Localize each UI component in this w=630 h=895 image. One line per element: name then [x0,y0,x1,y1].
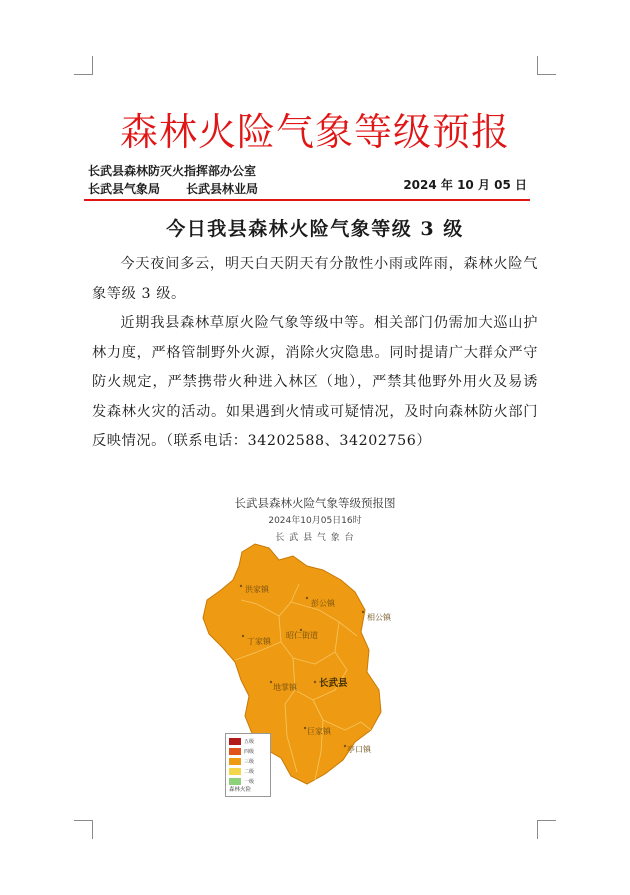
map-source: 长 武 县 气 象 台 [275,533,355,543]
town-label-xianggong: 相公镇 [367,613,391,622]
issuer-agency-forestry: 长武县林业局 [186,182,259,196]
body-text [92,250,538,457]
paragraph-forecast: 今天夜间多云，明天白天阴天有分散性小雨或阵雨，森林火险气象等级 3 级。 [92,256,538,302]
red-divider [84,199,530,201]
county-seat-label: 长武县 [319,678,348,689]
legend-swatch [229,738,241,745]
legend-row-level-1 [229,777,270,785]
town-label-tingkou: 亭口镇 [347,745,371,754]
legend-row-level-4 [229,747,270,755]
map-time: 2024年10月05日16时 [268,516,362,526]
legend-swatch [229,778,241,785]
crop-mark-top-right [537,56,556,75]
legend-label: 一级 [244,778,255,785]
map-legend [225,733,271,797]
town-label-jujia: 巨家镇 [307,727,331,736]
crop-mark-bottom-left [74,820,93,839]
legend-label: 四级 [244,748,255,755]
issuer-agencies [88,180,258,198]
map-title: 长武县森林火险气象等级预报图 [234,496,396,510]
issuer-agency-meteorology: 长武县气象局 [88,182,161,196]
issue-date: 2024 年 10 月 05 日 [403,178,527,192]
legend-label: 五级 [244,738,255,745]
crop-mark-bottom-right [537,820,556,839]
legend-swatch [229,768,241,775]
legend-row-level-3 [229,757,270,765]
legend-caption: 森林火险 [229,787,252,793]
town-label-dingjia: 丁家镇 [247,637,271,646]
legend-row-level-5 [229,737,270,745]
legend-label: 二级 [244,768,255,775]
issuer-block [88,162,258,198]
town-label-zhaoren: 昭仁街道 [286,631,318,640]
town-label-hongjia: 洪家镇 [245,585,269,594]
crop-mark-top-left [74,56,93,75]
legend-swatch [229,748,241,755]
legend-swatch [229,758,241,765]
issuer-office: 长武县森林防灭火指挥部办公室 [88,164,257,178]
legend-label: 三级 [244,758,255,765]
headline: 今日我县森林火险气象等级 3 级 [166,218,464,240]
legend-row-level-2 [229,767,270,775]
town-label-dizhang: 地掌镇 [273,683,297,692]
town-label-penggong: 彭公镇 [311,599,335,608]
paragraph-advisory: 近期我县森林草原火险气象等级中等。相关部门仍需加大巡山护林力度，严格管制野外火源，消除火灾隐患。同时提请广大群众严守防火规定，严禁携带火种进入林区（地），严禁其他野外用火及易诱发森林火灾的活动。如果遇到火情或可疑情况，及时向森林防火部门反映情况。（联系电话：34202588、34202756） [92,315,538,449]
masthead-title: 森林火险气象等级预报 [119,110,510,154]
